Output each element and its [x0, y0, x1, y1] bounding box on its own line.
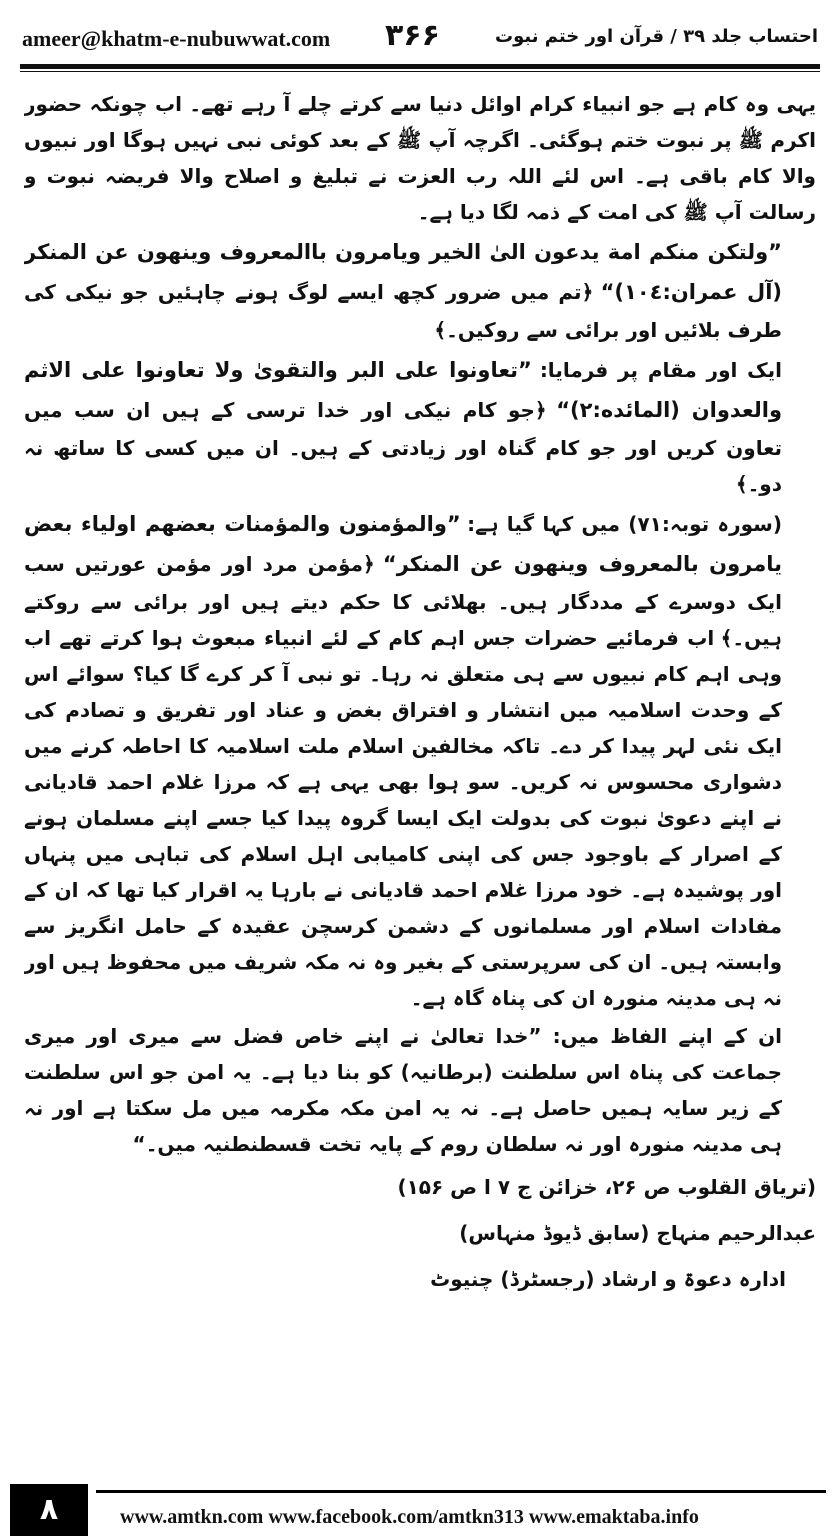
paragraph-1: یہی وہ کام ہے جو انبیاء کرام اوائل دنیا سے کرتے چلے آ رہے تھے۔ اب چونکہ حضور اکرم ﷺ پر نبوت ختم ہوگئی۔ اگرچہ آپ ﷺ کے بعد کوئی نبی نہیں ہوگا اور نبیوں والا کام باقی ہے۔ اس لئے اللہ رب العزت نے تبلیغ و اصلاح والا فریضہ نبوت و رسالت آپ ﷺ کی امت کے ذمہ لگا دیا ہے۔	[24, 92, 816, 224]
paragraph-5: ان کے اپنے الفاظ میں: ”خدا تعالیٰ نے اپنے خاص فضل سے میری اور میری جماعت کی پناہ اس سلطنت (برطانیہ) کو بنا دیا ہے۔ یہ امن جو اس سلطنت کے زیر سایہ ہمیں حاصل ہے۔ نہ یہ امن مکہ مکرمہ میں مل سکتا ہے اور نہ ہی مدینہ منورہ اور نہ سلطان روم کے پایہ تخت قسطنطنیہ میں۔“	[24, 1024, 782, 1156]
translation-3: ﴿مؤمن مرد اور مؤمن عورتیں سب ایک دوسرے کے مددگار ہیں۔ بھلائی کا حکم دیتے ہیں اور برائی سے روکتے ہیں۔﴾	[24, 552, 782, 650]
footer-urls: www.amtkn.com www.facebook.com/amtkn313 www.emaktaba.info	[120, 1506, 699, 1528]
header-email: ameer@khatm-e-nubuwwat.com	[22, 26, 331, 51]
header-rule-thick	[20, 64, 820, 69]
quran-quote-3: ”والمؤمنون والمؤمنات بعضهم اولیاء بعض یامرون بالمعروف وینهون عن المنکر“	[24, 512, 782, 576]
signature-org: ادارہ دعوۃ و ارشاد (رجسٹرڈ) چنیوٹ	[430, 1267, 786, 1291]
footer-page-number: ۸	[10, 1484, 88, 1536]
quran-quote-2: ”تعاونوا علی البر والتقویٰ ولا تعاونوا علی الاثم والعدوان (المائده:۲)“	[24, 358, 783, 422]
citation: (تریاق القلوب ص ۲۶، خزائن ج ۷ ا ص ۱۵۶)	[397, 1175, 816, 1199]
page-body	[24, 86, 816, 1456]
translation-1: ﴿تم میں ضرور کچھ ایسے لوگ ہونے چاہئیں جو نیکی کی طرف بلائیں اور برائی سے روکیں۔﴾	[24, 280, 782, 342]
paragraph-4	[24, 504, 816, 1016]
header-page-number: ۳۶۶	[385, 18, 440, 53]
header-book-title: احتساب جلد ۳۹ / قرآن اور ختم نبوت	[495, 26, 818, 47]
page-header	[0, 0, 840, 62]
paragraph-3	[24, 350, 816, 502]
footer-rule	[96, 1490, 826, 1493]
page-footer	[0, 1482, 840, 1540]
header-rule-thin	[20, 71, 820, 72]
paragraph-2	[24, 232, 816, 348]
translation-2: ﴿جو کام نیکی اور خدا ترسی کے ہیں ان سب میں تعاون کریں اور جو کام گناہ اور زیادتی کے ہیں۔ ان میں کسی کا ساتھ نہ دو۔﴾	[24, 398, 782, 496]
quran-quote-1: ”ولتکن منکم امة یدعون الیٰ الخیر ویامرون باالمعروف وینهون عن المنکر (آل عمران:۱۰٤)“	[24, 240, 782, 304]
paragraph-4-intro: (سورہ توبہ:۷۱) میں کہا گیا ہے:	[467, 512, 782, 536]
paragraph-4-rest: اب فرمائیے حضرات جس اہم کام کے لئے انبیاء مبعوث ہوا کرتے تھے اب وہی اہم کام نبیوں سے ہی متعلق نہ رہا۔ تو نبی آ کر کرے گا کیا؟ سوائے اس کے وحدت اسلامیہ میں انتشار و افتراق بغض و عناد اور تفریق و تصادم کی ایک نئی لہر پیدا کر دے۔ تاکہ مخالفین اسلام ملت اسلامیہ کا احاطہ کرنے میں دشواری محسوس نہ کریں۔ سو ہوا بھی یہی ہے کہ مرزا غلام احمد قادیانی نے اپنے دعویٰ نبوت کی بدولت ایک ایسا گروہ پیدا کیا جسے اپنے مسلمان ہونے کے اصرار کے باوجود جس کی اپنی کامیابی اہل اسلام کی تباہی میں پنہاں اور پوشیدہ ہے۔ خود مرزا غلام احمد قادیانی نے بارہا یہ اقرار کیا تھا کہ ان کے مفادات اسلام اور مسلمانوں کے دشمن کرسچن عقیدہ کے حامل انگریز سے وابستہ ہیں۔ ان کی سرپرستی کے بغیر وہ نہ مکہ شریف میں محفوظ ہیں اور نہ ہی مدینہ منورہ ان کی پناہ گاہ ہے۔	[24, 626, 783, 1010]
signature-name: عبدالرحیم منہاج (سابق ڈیوڈ منہاس)	[459, 1221, 816, 1245]
paragraph-3-intro: ایک اور مقام پر فرمایا:	[539, 358, 783, 382]
